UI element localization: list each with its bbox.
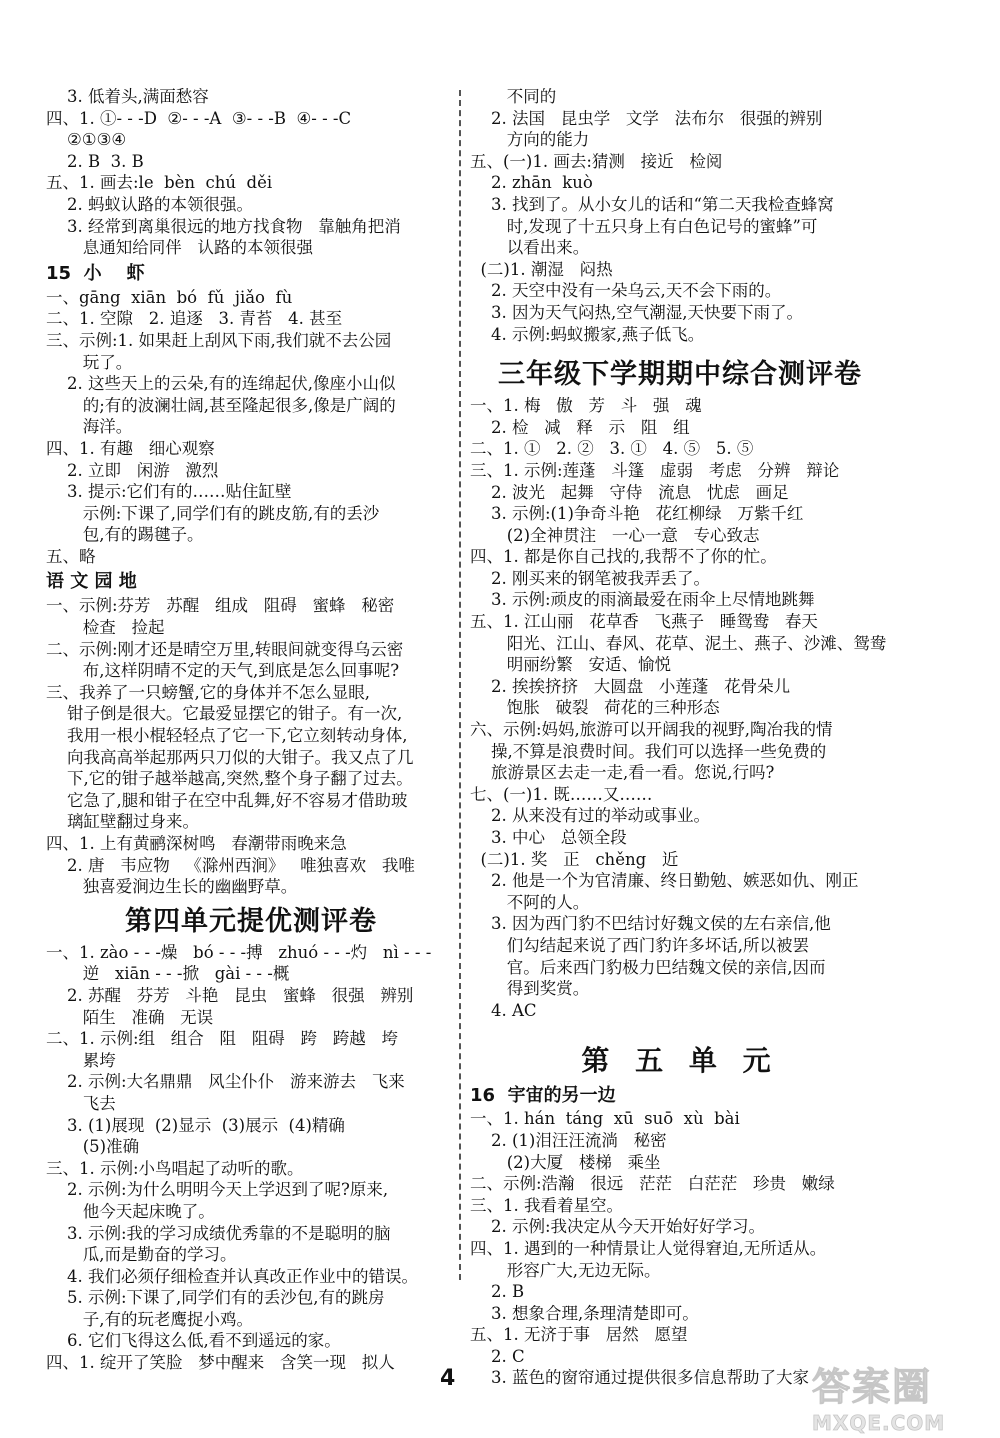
answer-line: 三、1. 示例:莲蓬 斗篷 虚弱 考虑 分辨 辩论: [470, 460, 840, 480]
answer-line: 二、1. 空隙 2. 追逐 3. 青苔 4. 甚至: [46, 309, 343, 329]
answer-line: 下,它的钳子越举越高,突然,整个身子翻了过去。: [46, 769, 413, 789]
answer-line: 3. 经常到离巢很远的地方找食物 靠触角把消: [46, 216, 401, 236]
answer-line: 2. 法国 昆虫学 文学 法布尔 很强的辨别: [470, 108, 823, 128]
answer-line: 饱胀 破裂 荷花的三种形态: [470, 698, 720, 718]
answer-line: 累垮: [46, 1050, 116, 1070]
answer-line: 三、示例:1. 如果赶上刮风下雨,我们就不去公园: [46, 330, 392, 350]
answer-line: 4. 示例:蚂蚁搬家,燕子低飞。: [470, 324, 705, 344]
answer-line: 3. 中心 总领全段: [470, 828, 627, 847]
answer-line: (二)1. 奖 正 chěng 近: [470, 849, 679, 869]
answer-line: 3. 蓝色的窗帘通过提供很多信息帮助了大家: [470, 1368, 809, 1388]
answer-line: 2. C: [470, 1346, 525, 1366]
answer-line: 一、1. zào - - -燥 bó - - -搏 zhuó - - -灼 nì - - -: [46, 942, 432, 962]
answer-line: 璃缸壁翻过身来。: [46, 812, 199, 832]
answer-line: 海洋。: [46, 417, 133, 437]
answer-line: 2. 立即 闲游 激烈: [46, 460, 219, 480]
answer-line: 他今天起床晚了。: [46, 1201, 215, 1221]
right-column: [470, 86, 890, 1389]
answer-line: 四、1. 有趣 细心观察: [46, 438, 215, 458]
answer-line: 一、1. hán táng xū suō xù bài: [470, 1109, 740, 1129]
answer-line: 2. B 3. B: [46, 151, 144, 171]
answer-line: 以看出来。: [470, 238, 590, 258]
answers-lesson14-tail: [46, 86, 456, 259]
answer-line: 四、1. 遇到的一种情景让人觉得窘迫,无所适从。: [470, 1238, 827, 1258]
answer-line: 时,发现了十五只身上有白色记号的蜜蜂”可: [470, 216, 818, 236]
answer-line: 6. 它们飞得这么低,看不到遥远的家。: [46, 1331, 341, 1351]
left-column: [46, 86, 456, 1374]
answer-line: 息通知给同伴 认路的本领很强: [46, 238, 313, 258]
answers-unit4-test: [46, 942, 456, 1374]
lesson-16-title: 16 宇宙的另一边: [470, 1085, 616, 1107]
answer-line: 2. 刚买来的钢笔被我弄丢了。: [470, 568, 710, 588]
answer-line: 们勾结起来说了西门豹许多坏话,所以被罢: [470, 935, 809, 955]
answer-line: 3. 因为天气闷热,空气潮湿,天快要下雨了。: [470, 302, 803, 322]
answer-line: 二、示例:刚才还是晴空万里,转眼间就变得乌云密: [46, 639, 404, 659]
answer-line: 3. 提示:它们有的……贴住缸壁: [46, 482, 292, 502]
answer-line: 四、1. ①- - -D ②- - -A ③- - -B ④- - -C: [46, 108, 352, 128]
answers-midterm-test: [470, 395, 890, 1021]
answer-line: 阳光、江山、春风、花草、泥土、燕子、沙滩、鸳鸯: [470, 633, 887, 653]
answer-line: 三、1. 我看着星空。: [470, 1195, 623, 1215]
page-number: 4: [440, 1366, 456, 1391]
answer-line: 二、1. ① 2. ② 3. ① 4. ⑤ 5. ⑤: [470, 439, 754, 459]
answer-line: 得到奖赏。: [470, 979, 590, 999]
unit5-title: 第 五 单 元: [581, 1044, 779, 1078]
answer-line: 官。后来西门豹极力巴结魏文侯的亲信,因而: [470, 957, 826, 977]
answer-line: 5. 示例:下课了,同学们有的丢沙包,有的跳房: [46, 1288, 385, 1308]
answer-line: 四、1. 都是你自己找的,我帮不了你的忙。: [470, 547, 777, 567]
answer-line: ②①③④: [46, 130, 127, 150]
answer-line: 三、1. 示例:小鸟唱起了动听的歌。: [46, 1158, 304, 1178]
answer-line: 示例:下课了,同学们有的跳皮筋,有的丢沙: [46, 503, 380, 523]
answer-line: 一、gāng xiān bó fǔ jiǎo fù: [46, 287, 293, 307]
answer-line: 六、示例:妈妈,旅游可以开阔我的视野,陶冶我的情: [470, 720, 833, 740]
answer-line: 二、示例:浩瀚 很远 茫茫 白茫茫 珍贵 嫩绿: [470, 1174, 835, 1194]
answer-line: 2. 示例:我决定从今天开始好好学习。: [470, 1217, 766, 1237]
answer-line: 2. 示例:为什么明明今天上学迟到了呢?原来,: [46, 1180, 389, 1200]
answer-line: 飞去: [46, 1093, 116, 1113]
answer-line: (5)准确: [46, 1137, 140, 1157]
answer-line: 2. 从来没有过的举动或事业。: [470, 806, 710, 826]
answer-line: 独喜爱涧边生长的幽幽野草。: [46, 877, 298, 897]
answer-line: 一、示例:芬芳 苏醒 组成 阻碍 蜜蜂 秘密: [46, 596, 395, 616]
answer-line: 2. 他是一个为官清廉、终日勤勉、嫉恶如仇、刚正: [470, 871, 859, 891]
midterm-test-title: 三年级下学期期中综合测评卷: [498, 359, 862, 391]
answer-line: 2. 示例:大名鼎鼎 风尘仆仆 游来游去 飞来: [46, 1072, 405, 1092]
answer-line: 不同的: [470, 87, 557, 106]
answer-line: 一、1. 梅 傲 芳 斗 强 魂: [470, 396, 702, 416]
answer-line: 2. 波光 起舞 守侍 流息 忧虑 画足: [470, 482, 789, 502]
answers-lesson15: [46, 287, 456, 568]
lesson-15-title: 15 小 虾: [46, 262, 145, 284]
answer-line: 五、略: [46, 546, 96, 566]
answer-line: 二、1. 示例:组 组合 阻 阻碍 跨 跨越 垮: [46, 1029, 398, 1049]
answer-line: 3. 想象合理,条理清楚即可。: [470, 1303, 699, 1323]
answers-yuwen-yuandi: [46, 595, 456, 897]
answer-line: 陌生 准确 无误: [46, 1007, 214, 1027]
answer-line: 2. 挨挨挤挤 大圆盘 小莲蓬 花骨朵儿: [470, 676, 791, 696]
answer-line: 3. 示例:顽皮的雨滴最爱在雨伞上尽情地跳舞: [470, 590, 815, 610]
answer-line: 3. 因为西门豹不巴结讨好魏文侯的左右亲信,他: [470, 914, 831, 934]
column-divider: [459, 90, 461, 1280]
answer-line: 2. 检 减 释 示 阻 组: [470, 417, 690, 437]
answer-line: 形容广大,无边无际。: [470, 1260, 661, 1280]
answer-line: 3. 示例:我的学习成绩优秀靠的不是聪明的脑: [46, 1223, 391, 1243]
answer-line: 3. 找到了。从小女儿的话和“第二天我检查蜂窝: [470, 194, 834, 214]
answer-line: 3. (1)展现 (2)显示 (3)展示 (4)精确: [46, 1115, 345, 1135]
answer-line: 我用一根小棍轻轻点了它一下,它立刻转动身体,: [46, 726, 408, 746]
answer-line: 2. 蚂蚁认路的本领很强。: [46, 194, 253, 214]
answer-line: 五、1. 无济于事 居然 愿望: [470, 1325, 688, 1345]
answer-line: 它急了,腿和钳子在空中乱舞,好不容易才借助玻: [46, 790, 408, 810]
answer-line: 旅游景区去走一走,看一看。您说,行吗?: [470, 763, 775, 783]
answer-line: 3. 示例:(1)争奇斗艳 花红柳绿 万紫千红: [470, 504, 804, 524]
answer-line: 逆 xiān - - -掀 gài - - -概: [46, 964, 290, 984]
answer-line: 三、我养了一只螃蟹,它的身体并不怎么显眼,: [46, 682, 370, 702]
answer-line: 3. 低着头,满面愁容: [46, 87, 209, 106]
answer-line: 方向的能力: [470, 130, 590, 150]
answer-line: 布,这样阴晴不定的天气,到底是怎么回事呢?: [46, 661, 400, 681]
answer-line: 子,有的玩老鹰捉小鸡。: [46, 1309, 253, 1329]
answers-lesson15-reading-tail: [470, 86, 890, 345]
answer-line: 五、1. 画去:le bèn chú děi: [46, 173, 273, 193]
answer-line: 2. 唐 韦应物 《滁州西涧》 唯独喜欢 我唯: [46, 855, 415, 875]
yuwen-yuandi-title: 语 文 园 地: [46, 571, 137, 593]
answer-line: 七、(一)1. 既……又……: [470, 784, 653, 804]
answer-line: 五、1. 江山丽 花草香 飞燕子 睡鸳鸯 春天: [470, 612, 818, 632]
answer-line: (2)全神贯注 一心一意 专心致志: [470, 525, 760, 545]
answer-line: 四、1. 上有黄鹂深树鸣 春潮带雨晚来急: [46, 834, 347, 853]
answer-line: 五、(一)1. 画去:猜测 接近 检阅: [470, 151, 723, 171]
unit4-test-title: 第四单元提优测评卷: [125, 905, 377, 937]
answer-line: 2. zhān kuò: [470, 173, 593, 193]
answers-lesson16: [470, 1108, 890, 1389]
answer-line: 2. 天空中没有一朵乌云,天不会下雨的。: [470, 281, 782, 301]
watermark-logo: [812, 1356, 982, 1435]
watermark-bottom-text: MXQE.COM: [812, 1411, 946, 1435]
answer-line: (2)大厦 楼梯 乘坐: [470, 1152, 661, 1172]
answer-line: 钳子倒是很大。它最爱显摆它的钳子。有一次,: [46, 704, 403, 724]
answer-line: 向我高高举起那两只刀似的大钳子。我又点了几: [46, 747, 414, 767]
watermark-top-text: 答案圈: [812, 1365, 933, 1409]
answer-line: 4. AC: [470, 1000, 537, 1020]
answer-line: 的;有的波澜壮阔,甚至隆起很多,像是广阔的: [46, 395, 396, 415]
answer-line: (二)1. 潮湿 闷热: [470, 259, 613, 279]
answer-line: 操,不算是浪费时间。我们可以选择一些免费的: [470, 741, 827, 761]
answer-line: 2. B: [470, 1282, 525, 1302]
answer-line: 明丽纷繁 安适、愉悦: [470, 655, 671, 675]
answer-line: 4. 我们必须仔细检查并认真改正作业中的错误。: [46, 1266, 418, 1286]
answer-line: 2. (1)泪汪汪流淌 秘密: [470, 1130, 667, 1150]
answer-line: 瓜,而是勤奋的学习。: [46, 1245, 237, 1265]
answer-line: 四、1. 绽开了笑脸 梦中醒来 含笑一现 拟人: [46, 1353, 395, 1373]
answer-line: 包,有的踢毽子。: [46, 525, 204, 545]
answer-line: 不阿的人。: [470, 892, 590, 912]
answer-line: 检查 捡起: [46, 618, 165, 638]
answer-line: 2. 苏醒 芬芳 斗艳 昆虫 蜜蜂 很强 辨别: [46, 985, 414, 1005]
answer-line: 2. 这些天上的云朵,有的连绵起伏,像座小山似: [46, 374, 396, 394]
answer-line: 玩了。: [46, 352, 133, 372]
